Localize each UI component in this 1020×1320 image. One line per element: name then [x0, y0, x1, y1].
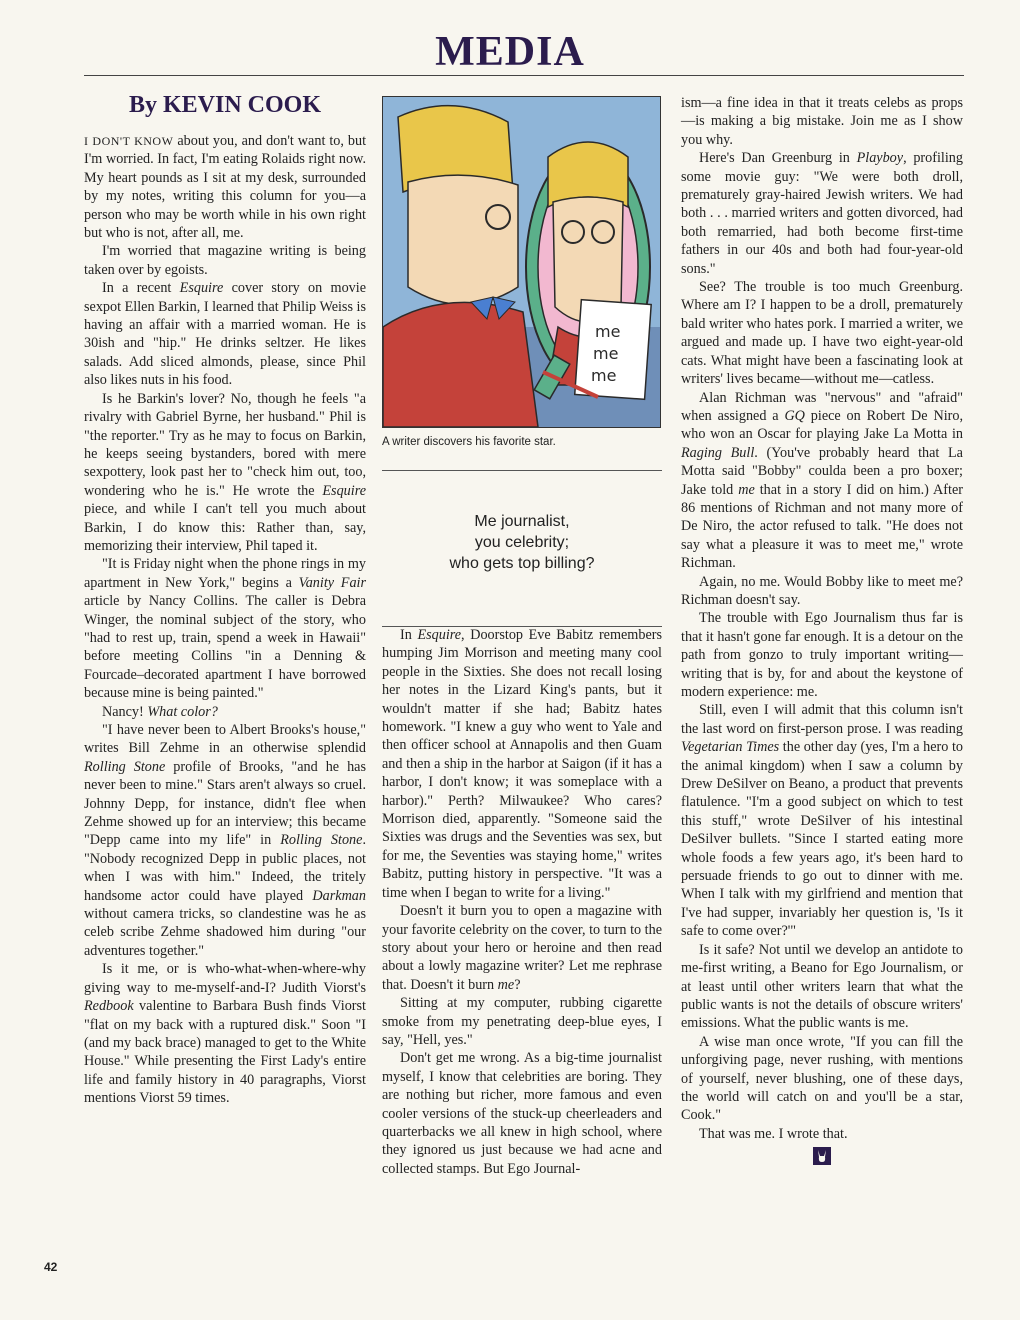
italic-text: What color?	[147, 703, 218, 720]
text: the other day (yes, I'm a hero to the animal kingdom) when I saw a column by Drew DeSilver on Beano, a product that prevents flatulence. "I'm a good subject on which to test this stuff," wrote DeSilver of his intestinal DeSilver bullets. "Since I started eating more whole foods a few years ago, it's been hard to persuade friends to go out to dinner with me. When I talk with my girlfriend and mention that I've had supper, invariably her question is, 'Is it safe to come over?'"	[681, 739, 963, 940]
text: ?	[514, 976, 521, 993]
text: without camera tricks, so clandestine was he as celeb scribe Zehme shadowed him during "our adventures together."	[84, 906, 366, 959]
magazine-title: Esquire	[179, 280, 224, 297]
magazine-title: GQ	[784, 407, 805, 424]
paragraph: Sitting at my computer, rubbing cigarette smoke from my penetrating deep-blue eyes, I say, "Hell, yes."	[382, 995, 662, 1048]
paragraph	[84, 721, 366, 960]
magazine-title: Rolling Stone	[84, 758, 166, 775]
text: piece, and while I can't tell you much about Barkin, I do know this: Rather than, say, memorizing their interview, Phil taped it.	[84, 501, 366, 554]
paragraph: Is it safe? Not until we develop an antidote to me-first writing, a Beano for Ego Journalism, or at least until other writers learn that what the public wants is not the details of obscure writers' emissions. What the public wants is me.	[681, 941, 963, 1032]
paragraph	[681, 149, 963, 278]
lead-smallcaps: I DON'T KNOW	[84, 134, 174, 148]
text: Doesn't it burn you to open a magazine with your favorite celebrity on the cover, to turn to the story about your hero or heroine and then read about a lowly magazine writer? Let me rephrase that. Doesn't it burn	[382, 903, 662, 993]
rabbit-head-icon	[813, 1147, 831, 1165]
header-rule	[84, 75, 964, 76]
byline: By KEVIN COOK	[128, 92, 322, 118]
paragraph	[84, 960, 366, 1107]
paragraph	[681, 701, 963, 940]
pullquote-top-rule	[382, 470, 662, 471]
paragraph	[84, 703, 366, 721]
paragraph	[84, 555, 366, 702]
film-title: Raging Bull	[681, 444, 755, 461]
column-2	[382, 626, 662, 1178]
paragraph: Don't get me wrong. As a big-time journalist myself, I know that celebrities are boring. They are nothing but richer, more famous and even cooler versions of the stuck-up cheerleaders and quarterbacks we all knew in high school, where they ignored us just because we had acne and collected stamps. But Ego Journal-	[382, 1050, 662, 1177]
text: In	[400, 627, 418, 643]
section-title: MEDIA	[435, 29, 585, 75]
magazine-title: Esquire	[417, 627, 462, 643]
text: valentine to Barbara Bush finds Viorst "flat on my back with a ruptured disk." Soon "I (and my back brace) managed to get to the White House." While presenting the First Lady's entire life and family history in 40 paragraphs, Viorst mentions Viorst 59 times.	[84, 998, 366, 1107]
text: Still, even I will admit that this column isn't the last word on first-person prose. I was reading	[681, 702, 963, 737]
paragraph: Again, no me. Would Bobby like to meet me? Richman doesn't say.	[681, 573, 963, 608]
text: In a recent	[102, 280, 180, 297]
magazine-title: Playboy	[856, 150, 904, 167]
text: Is he Barkin's lover? No, though he feels "a rivalry with Gabriel Byrne, her husband." Phil is "the reporter." Try as he may to focus on Barkin, he keeps seeing bystanders, bored with mere sexpottery, look past her to "check him out, too, wondering who he is." He wrote the	[84, 390, 366, 499]
paragraph: A wise man once wrote, "If you can fill the unforgiving page, never rushing, with mentions of yourself, never blushing, one of these days, the world will catch on and you'll be a star, Cook."	[681, 1033, 963, 1124]
text: "It is Friday night when the phone rings in my apartment in New York," begins a	[84, 556, 366, 591]
text: piece on Robert De Niro, who won an Oscar for playing Jake La Motta in	[681, 407, 963, 443]
paragraph	[681, 389, 963, 573]
text: profile of Brooks, "and he has never been to mine." Stars aren't always so cruel. Johnny Depp, for instance, didn't flee when Zehme showed up for an interview; this became "Depp came into my life" in	[84, 758, 366, 849]
text: cover story on movie sexpot Ellen Barkin, I learned that Philip Weiss is having an affair with a married woman. He is 30ish and "hip." He drinks seltzer. He likes salads. Add sliced almonds, please, since Phil also likes nuts in his food.	[84, 280, 366, 389]
italic-text: me	[497, 976, 515, 993]
text: that in a story I did on him.) After 86 mentions of Richman and not many more of De Niro, the actor refused to talk. "He does not say what a pleasure it was to meet me," wrote Richman.	[681, 481, 963, 572]
text: Is it me, or is who-what-when-where-why giving way to me-myself-and-I? Judith Viorst's	[84, 961, 366, 996]
text: . "Nobody recognized Depp in public places, not when I was with him." Indeed, the tritely handsome actor could have played	[84, 832, 366, 904]
magazine-title: Esquire	[322, 482, 366, 499]
magazine-title: Rolling Stone	[280, 832, 363, 849]
paragraph	[84, 132, 366, 242]
paragraph	[84, 390, 366, 556]
text: . (You've probably heard that La Motta said "Bobby" coulda been a pro boxer; Jake told	[681, 444, 963, 498]
italic-text: me	[738, 481, 755, 498]
film-title: Darkman	[312, 887, 366, 904]
text: Nancy!	[102, 703, 148, 720]
middle-column-top	[382, 96, 662, 627]
magazine-title: Vegetarian Times	[681, 739, 780, 756]
paragraph: See? The trouble is too much Greenburg. Where am I? I happen to be a droll, prematurely bald writer who hates pork. I married a writer, we argued and made up. I have two eight-year-old cats. What might have been a fascinating look at writers' lives became—without me—catless.	[681, 279, 963, 388]
paragraph: That was me. I wrote that.	[699, 1125, 848, 1142]
paragraph	[84, 279, 366, 389]
notepad-line-1: me	[595, 322, 621, 341]
illustration-caption: A writer discovers his favorite star.	[382, 436, 556, 448]
column-3	[681, 94, 963, 1165]
text: about you, and don't want to, but I'm worried. In fact, I'm eating Rolaids right now. My heart pounds as I sit at my desk, surrounded by my notes, writing this column for you—a person who may be worth while in his own right but who is not, after all, me.	[84, 133, 367, 242]
paragraph	[382, 902, 662, 994]
paragraph: The trouble with Ego Journalism thus far is that it hasn't gone far enough. It is a detour on the path from gonzo to truly important writing—writing that is by, for and about the keystone of modern experience: me.	[681, 610, 963, 700]
notepad-line-2: me	[593, 344, 619, 363]
pullquote	[382, 511, 662, 574]
paragraph: I'm worried that magazine writing is being taken over by egoists.	[84, 243, 366, 278]
text: , Doorstop Eve Babitz remembers humping Jim Morrison and meeting many cool people in the Sixties. She does not recall losing her notes in the Lizard King's pants, but it wouldn't matter if she had; Babitz hates homework. "I knew a guy who went to Yale and then officer school at Annapolis and then Guam and then a ship in the harbor at Saigon (if it has a harbor, I don't know; it was someplace with a harbor)." Perth? Milwaukee? Who cares? Morrison died, apparently. "Someone said the Sixties was drugs and the Seventies was sex, but for me, the Seventies was staying home," writes Babitz, putting history in perspective. "It was a time when I began to write for a living."	[382, 627, 662, 901]
magazine-title: Vanity Fair	[298, 574, 367, 591]
column-1	[84, 90, 366, 1108]
text: article by Nancy Collins. The caller is Debra Winger, the nominal subject of the story, who "had to rest up, train, spend a week in Hawaii" before meeting Collins "in a Denning & Fourcade–decorated apartment I have borrowed because mine is being painted."	[84, 593, 366, 702]
pullquote-line: who gets top billing?	[449, 555, 595, 572]
text: "I have never been to Albert Brooks's house," writes Bill Zehme in an otherwise splendid	[84, 722, 366, 757]
paragraph: ism—a fine idea in that it treats celebs as props—is making a big mistake. Join me as I show you why.	[681, 95, 963, 148]
paragraph	[382, 626, 662, 902]
text: Here's Dan Greenburg in	[699, 150, 857, 167]
notepad-line-3: me	[591, 366, 617, 385]
pullquote-line: Me journalist,	[474, 513, 570, 530]
text: , profiling some movie guy: "We were both droll, prematurely gray-haired Jewish writers. We had both . . . married writers and gotten divorced, had both remarried, had both become first-time fathers in our 40s and both had four-year-old sons."	[681, 150, 963, 277]
text: Alan Richman was "nervous" and "afraid" when assigned a	[681, 389, 963, 424]
magazine-title: Redbook	[84, 998, 134, 1015]
pullquote-line: you celebrity;	[474, 534, 570, 551]
illustration-writer-mirror	[382, 96, 661, 428]
page-number: 42	[44, 1260, 58, 1274]
